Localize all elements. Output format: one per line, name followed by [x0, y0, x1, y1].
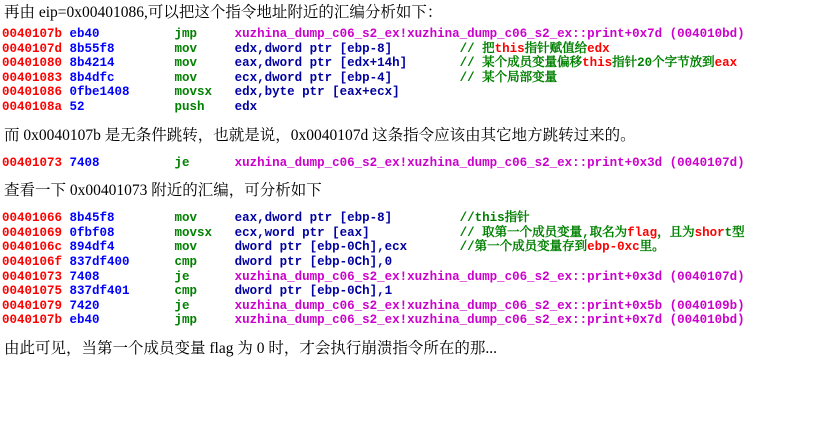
disasm-line: 00401075 837df401 cmp dword ptr [ebp-0Ch],1: [2, 284, 460, 299]
disasm-line: 00401073 7408 je xuzhina_dump_c06_s2_ex!xuzhina_dump_c06_s2_ex::print+0x3d (0040107d): [2, 269, 745, 284]
disasm-line: 0040106f 837df400 cmp dword ptr [ebp-0Ch],0: [2, 254, 460, 269]
disasm-line: 00401066 8b45f8 mov eax,dword ptr [ebp-8] //this指针: [2, 211, 530, 226]
disasm-line: 00401069 0fbf08 movsx ecx,word ptr [eax] // 取第一个成员变量,取名为flag，且为short型: [2, 225, 745, 240]
code-block-3: [0, 209, 827, 330]
disasm-line: 00401080 8b4214 mov eax,dword ptr [edx+14h] // 某个成员变量偏移this指针20个字节放到eax: [2, 56, 738, 71]
disasm-line: 0040107b eb40 jmp xuzhina_dump_c06_s2_ex!xuzhina_dump_c06_s2_ex::print+0x7d (004010bd): [2, 27, 745, 41]
disasm-line: 0040107b eb40 jmp xuzhina_dump_c06_s2_ex!xuzhina_dump_c06_s2_ex::print+0x7d (004010bd): [2, 313, 745, 328]
disasm-line: 00401083 8b4dfc mov ecx,dword ptr [ebp-4] // 某个局部变量: [2, 70, 558, 85]
disasm-line: 0040106c 894df4 mov dword ptr [ebp-0Ch],ecx //第一个成员变量存到ebp-0xc里。: [2, 240, 665, 255]
disasm-line: 0040108a 52 push edx: [2, 99, 460, 114]
disasm-line: 00401079 7420 je xuzhina_dump_c06_s2_ex!xuzhina_dump_c06_s2_ex::print+0x5b (0040109b): [2, 298, 745, 313]
disasm-line: 0040107d 8b55f8 mov edx,dword ptr [ebp-8] // 把this指针赋值给edx: [2, 41, 610, 56]
code-block-2: [0, 154, 827, 173]
code-block-1: [0, 25, 827, 117]
paragraph-3: 查看一下 0x00401073 附近的汇编，可分析如下: [4, 182, 322, 200]
paragraph-2: 而 0x0040107b 是无条件跳转，也就是说，0x0040107d 这条指令应该由其它地方跳转过来的。: [4, 126, 636, 144]
paragraph-1: 再由 eip=0x00401086,可以把这个指令地址附近的汇编分析如下：: [4, 4, 443, 21]
disasm-line: 00401073 7408 je xuzhina_dump_c06_s2_ex!xuzhina_dump_c06_s2_ex::print+0x3d (0040107d): [2, 155, 745, 170]
paragraph-4: 由此可见，当第一个成员变量 flag 为 0 时，才会执行崩溃指令所在的那...: [4, 339, 497, 357]
disasm-line: 00401086 0fbe1408 movsx edx,byte ptr [eax+ecx]: [2, 85, 460, 100]
